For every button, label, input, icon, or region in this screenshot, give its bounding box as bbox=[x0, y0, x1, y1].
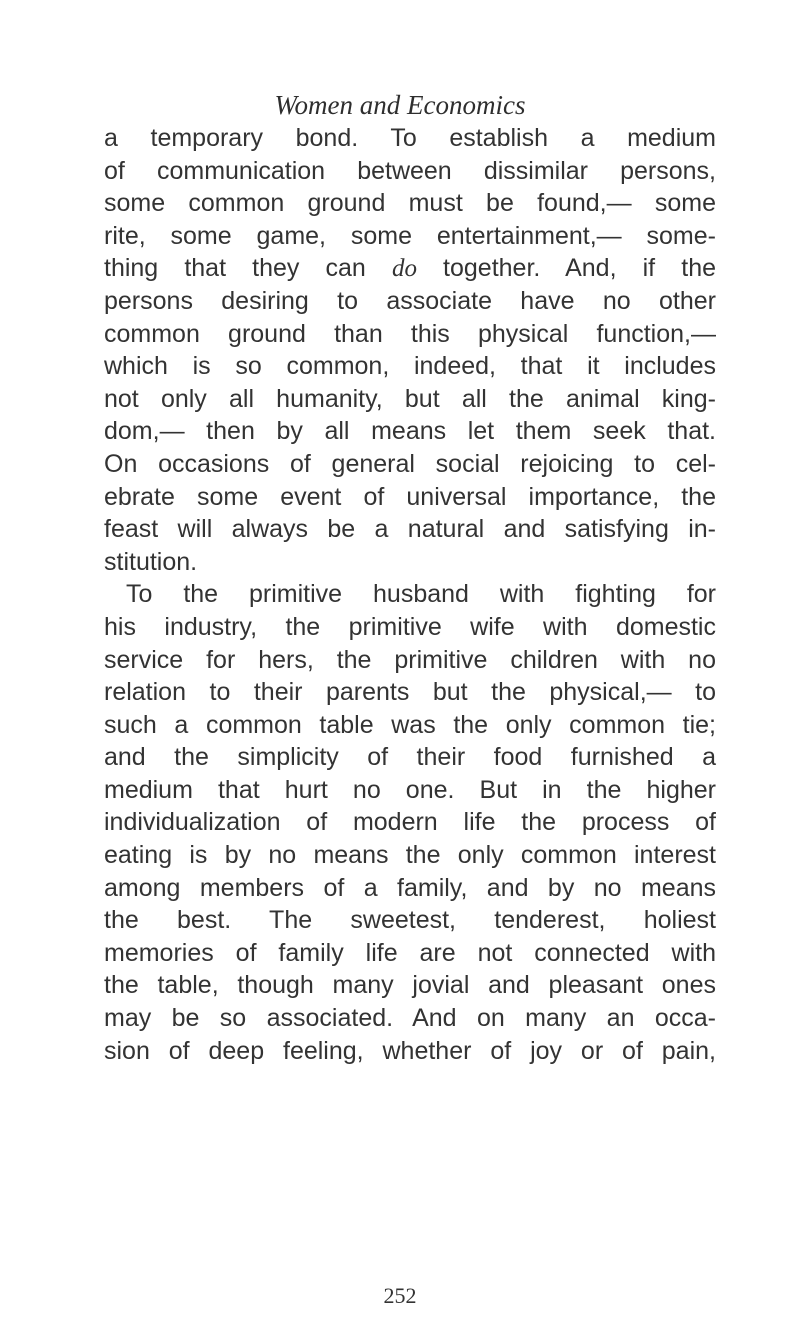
text-line: service for hers, the primitive children with no bbox=[104, 645, 716, 674]
text-line: relation to their parents but the physical,— to bbox=[104, 678, 716, 707]
text-line: may be so associated. And on many an occa- bbox=[104, 1004, 716, 1033]
text-line: the table, though many jovial and pleasant ones bbox=[104, 971, 716, 1000]
body-text bbox=[104, 122, 716, 1067]
text-line: the best. The sweetest, tenderest, holiest bbox=[104, 906, 716, 935]
text-line: of communication between dissimilar persons, bbox=[104, 156, 716, 185]
text-line: feast will always be a natural and satisfying in- bbox=[104, 515, 716, 544]
text-line: persons desiring to associate have no other bbox=[104, 286, 716, 315]
text-line: and the simplicity of their food furnished a bbox=[104, 743, 716, 772]
text-line: among members of a family, and by no means bbox=[104, 873, 716, 902]
text-line: On occasions of general social rejoicing to cel- bbox=[104, 449, 716, 478]
text-line: medium that hurt no one. But in the higher bbox=[104, 775, 716, 804]
text-line-with-italic bbox=[104, 252, 716, 285]
text-line: such a common table was the only common tie; bbox=[104, 710, 716, 739]
text-line: not only all humanity, but all the animal king- bbox=[104, 384, 716, 413]
running-head: Women and Economics bbox=[274, 90, 526, 120]
text-line: ebrate some event of universal importance, the bbox=[104, 482, 716, 511]
text-segment: thing that they can bbox=[104, 254, 392, 283]
text-line: common ground than this physical function,— bbox=[104, 319, 716, 348]
text-line: individualization of modern life the process of bbox=[104, 808, 716, 837]
text-line: sion of deep feeling, whether of joy or of pain, bbox=[104, 1036, 716, 1065]
text-line: eating is by no means the only common interest bbox=[104, 841, 716, 870]
text-segment: together. And, if the bbox=[416, 254, 716, 283]
italic-word: do bbox=[391, 255, 417, 283]
text-line: his industry, the primitive wife with domestic bbox=[104, 612, 716, 641]
text-line: To the primitive husband with fighting for bbox=[126, 580, 716, 609]
text-line: dom,— then by all means let them seek that. bbox=[104, 417, 716, 446]
page-number: 252 bbox=[383, 1283, 417, 1308]
text-line: some common ground must be found,— some bbox=[104, 189, 716, 218]
text-line: rite, some game, some entertainment,— some- bbox=[104, 221, 716, 250]
text-line: a temporary bond. To establish a medium bbox=[104, 124, 716, 152]
text-line: which is so common, indeed, that it includes bbox=[104, 352, 716, 381]
text-line: memories of family life are not connected with bbox=[104, 938, 716, 967]
text-line: stitution. bbox=[104, 547, 198, 576]
